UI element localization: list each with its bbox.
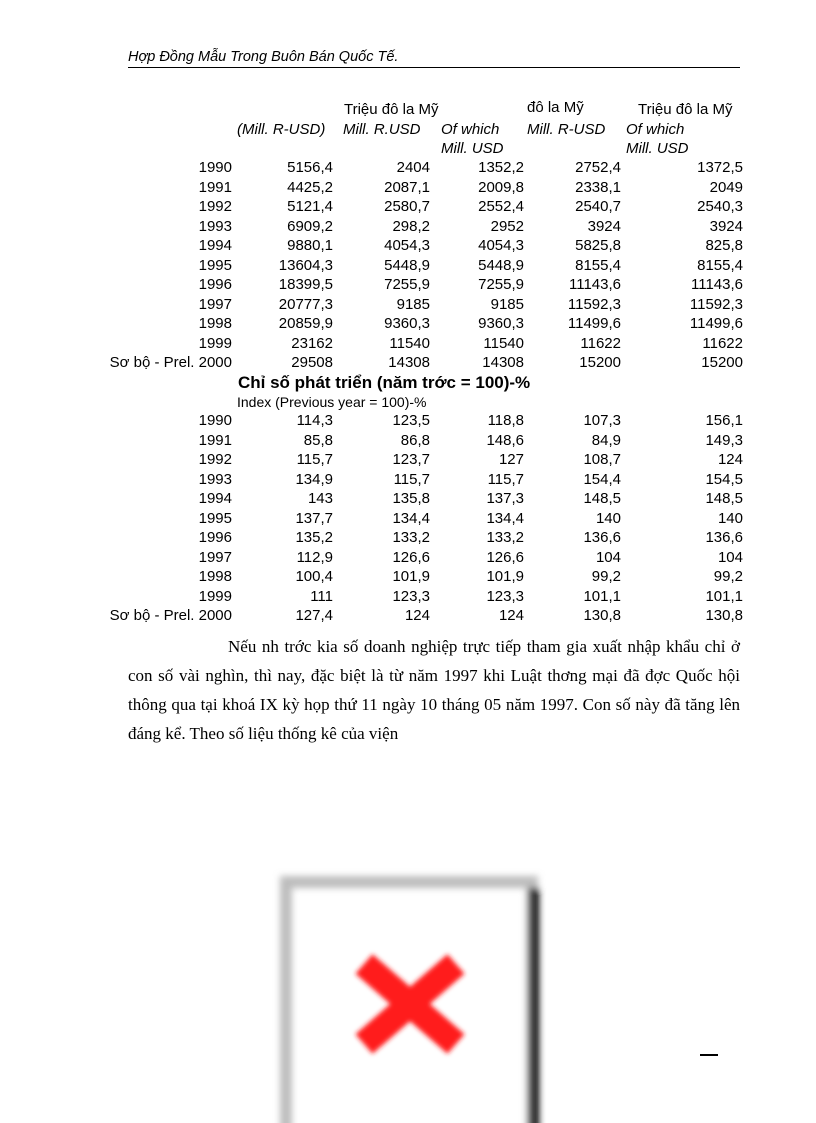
table-cell: 11592,3	[567, 295, 621, 313]
table-cell: 2952	[490, 217, 524, 235]
row-label: 1991	[198, 431, 232, 449]
row-label: 1999	[198, 334, 232, 352]
row-label: 1994	[198, 237, 232, 254]
row-label: 1997	[198, 548, 232, 566]
row-label: 1992	[198, 451, 232, 468]
table-cell: 123,3	[486, 587, 524, 605]
row-label: 1992	[198, 198, 232, 215]
table-cell: 156,1	[705, 412, 743, 429]
table-cell: 14308	[482, 354, 524, 371]
body-paragraph	[128, 632, 740, 748]
table-cell: 2049	[709, 178, 743, 196]
table-cell: 104	[595, 548, 621, 566]
table-cell: 11622	[702, 334, 743, 352]
row-label: 1995	[198, 509, 232, 527]
table-cell: 99,2	[591, 568, 621, 585]
table-cell: 11143,6	[691, 276, 743, 293]
table-cell: 84,9	[591, 431, 621, 449]
table-cell: 124	[498, 607, 524, 624]
row-label: 1998	[198, 568, 232, 585]
paragraph-text: Nếu nh trớc kia số doanh nghiệp trực tiếp tham gia xuất nhập khẩu chỉ ở con số vài nghìn, thì nay, đặc biệt là từ năm 1997 khi Luật thơng mại đã đợc Quốc hội thông qua tại khoá IX kỳ họp thứ 11 ngày 10 tháng 05 năm 1997. Con số này đã tăng lên đáng kể. Theo số liệu thống kê của viện	[128, 637, 740, 743]
group-header: đô la Mỹ	[527, 99, 584, 116]
table-cell: 140	[717, 509, 743, 527]
table-cell: 2404	[396, 159, 430, 176]
table-cell: 108,7	[583, 451, 621, 468]
document-header: Hợp Đồng Mẫu Trong Buôn Bán Quốc Tế.	[128, 50, 740, 68]
table-cell: 148,5	[705, 490, 743, 507]
table-cell: 135,2	[295, 529, 333, 546]
table-cell: 124	[717, 451, 743, 468]
table-cell: 143	[307, 490, 333, 507]
table-cell: 2540,3	[697, 198, 743, 215]
column-header: Mill. USD	[441, 140, 504, 157]
table-cell: 101,9	[486, 568, 524, 585]
row-label: 1993	[198, 470, 232, 488]
table-cell: 14308	[388, 354, 430, 371]
table-cell: 134,4	[392, 509, 430, 527]
table-cell: 100,4	[295, 568, 333, 585]
table-cell: 4054,3	[478, 237, 524, 254]
table-cell: 135,8	[392, 490, 430, 507]
column-header: Mill. R.USD	[343, 121, 421, 138]
table-cell: 2338,1	[575, 178, 621, 196]
table-cell: 130,8	[705, 607, 743, 624]
table-cell: 101,1	[705, 587, 743, 605]
table-cell: 123,3	[392, 587, 430, 605]
row-label: 1996	[198, 276, 232, 293]
table-cell: 2087,1	[384, 178, 430, 196]
table-cell: 825,8	[705, 237, 743, 254]
table-cell: 23162	[291, 334, 333, 352]
index-section-title: Chỉ số phát triển (năm trớc = 100)-%	[238, 373, 531, 392]
table-cell: 4054,3	[384, 237, 430, 254]
table-cell: 4425,2	[287, 178, 333, 196]
table-cell: 11143,6	[569, 276, 621, 293]
table-cell: 5156,4	[287, 159, 333, 176]
table-cell: 15200	[579, 354, 621, 371]
table-cell: 9880,1	[287, 237, 333, 254]
table-cell: 15200	[701, 354, 743, 371]
table-cell: 9185	[490, 295, 524, 313]
column-header: Mill. USD	[626, 140, 689, 157]
table-cell: 11499,6	[567, 315, 621, 332]
table-cell: 115,7	[393, 470, 430, 488]
table-cell: 11540	[483, 334, 524, 352]
table-cell: 5121,4	[287, 198, 333, 215]
table-cell: 2540,7	[575, 198, 621, 215]
table-cell: 9185	[396, 295, 430, 313]
table-cell: 3924	[587, 217, 621, 235]
group-header: Triệu đô la Mỹ	[638, 101, 733, 118]
table-cell: 154,4	[583, 470, 621, 488]
table-cell: 8155,4	[697, 256, 743, 274]
table-cell: 13604,3	[278, 256, 333, 274]
table-cell: 126,6	[392, 548, 430, 566]
table-cell: 112,9	[296, 548, 333, 566]
table-cell: 115,7	[487, 470, 524, 488]
table-cell: 133,2	[392, 529, 430, 546]
table-cell: 11592,3	[689, 295, 743, 313]
table-cell: 5448,9	[384, 256, 430, 274]
table-cell: 5448,9	[478, 256, 524, 274]
table-cell: 20859,9	[278, 315, 333, 332]
table-cell: 111	[310, 587, 333, 605]
table-cell: 114,3	[296, 412, 333, 429]
table-cell: 2009,8	[478, 178, 524, 196]
table-cell: 118,8	[487, 412, 524, 429]
group-header: Triệu đô la Mỹ	[344, 101, 439, 118]
table-cell: 18399,5	[278, 276, 333, 293]
table-cell: 2752,4	[575, 159, 621, 176]
table-cell: 115,7	[296, 451, 333, 468]
table-cell: 136,6	[583, 529, 621, 546]
table-cell: 124	[404, 607, 430, 624]
table-cell: 134,9	[295, 470, 333, 488]
table-cell: 9360,3	[478, 315, 524, 332]
table-cell: 7255,9	[478, 276, 524, 293]
table-cell: 130,8	[583, 607, 621, 624]
row-label: 1998	[198, 315, 232, 332]
row-label: Sơ bộ - Prel. 2000	[109, 607, 232, 624]
table-cell: 127,4	[295, 607, 333, 624]
table-cell: 149,3	[705, 431, 743, 449]
table-cell: 2580,7	[384, 198, 430, 215]
table-cell: 137,7	[295, 509, 333, 527]
table-cell: 99,2	[713, 568, 743, 585]
table-cell: 137,3	[486, 490, 524, 507]
table-cell: 148,5	[583, 490, 621, 507]
table-cell: 298,2	[392, 217, 430, 235]
index-section-subtitle: Index (Previous year = 100)-%	[237, 394, 427, 410]
table-cell: 107,3	[583, 412, 621, 429]
table-cell: 5825,8	[575, 237, 621, 254]
table-cell: 1352,2	[478, 159, 524, 176]
table-cell: 29508	[291, 354, 333, 371]
table-cell: 123,5	[392, 412, 430, 429]
table-cell: 126,6	[486, 548, 524, 566]
table-cell: 85,8	[303, 431, 333, 449]
table-cell: 11540	[389, 334, 430, 352]
table-cell: 8155,4	[575, 256, 621, 274]
row-label: 1997	[198, 295, 232, 313]
row-label: 1993	[198, 217, 232, 235]
table-cell: 123,7	[392, 451, 430, 468]
row-label: 1990	[198, 159, 232, 176]
row-label: 1996	[198, 529, 232, 546]
table-cell: 2552,4	[478, 198, 524, 215]
column-header: Mill. R-USD	[527, 121, 606, 138]
page-mark	[700, 1054, 718, 1056]
row-label: 1990	[198, 412, 232, 429]
table-cell: 11622	[580, 334, 621, 352]
table-cell: 148,6	[486, 431, 524, 449]
column-header: Of which	[441, 121, 500, 138]
column-header: Of which	[626, 121, 685, 138]
table-cell: 11499,6	[689, 315, 743, 332]
table-cell: 101,1	[583, 587, 621, 605]
row-label: 1999	[198, 587, 232, 605]
table-cell: 136,6	[705, 529, 743, 546]
table-cell: 3924	[709, 217, 743, 235]
table-cell: 104	[717, 548, 743, 566]
table-cell: 7255,9	[384, 276, 430, 293]
table-cell: 86,8	[400, 431, 430, 449]
table-cell: 154,5	[705, 470, 743, 488]
row-label: Sơ bộ - Prel. 2000	[109, 354, 232, 371]
table-cell: 127	[498, 451, 524, 468]
table-cell: 9360,3	[384, 315, 430, 332]
row-label: 1991	[198, 178, 232, 196]
table-cell: 133,2	[486, 529, 524, 546]
row-label: 1995	[198, 256, 232, 274]
table-cell: 134,4	[486, 509, 524, 527]
table-cell: 6909,2	[287, 217, 333, 235]
table-cell: 1372,5	[697, 159, 743, 176]
row-label: 1994	[198, 490, 232, 507]
table-cell: 140	[595, 509, 621, 527]
column-header: (Mill. R-USD)	[237, 121, 326, 138]
broken-image-icon	[272, 866, 548, 1123]
table-cell: 20777,3	[278, 295, 333, 313]
table-cell: 101,9	[392, 568, 430, 585]
